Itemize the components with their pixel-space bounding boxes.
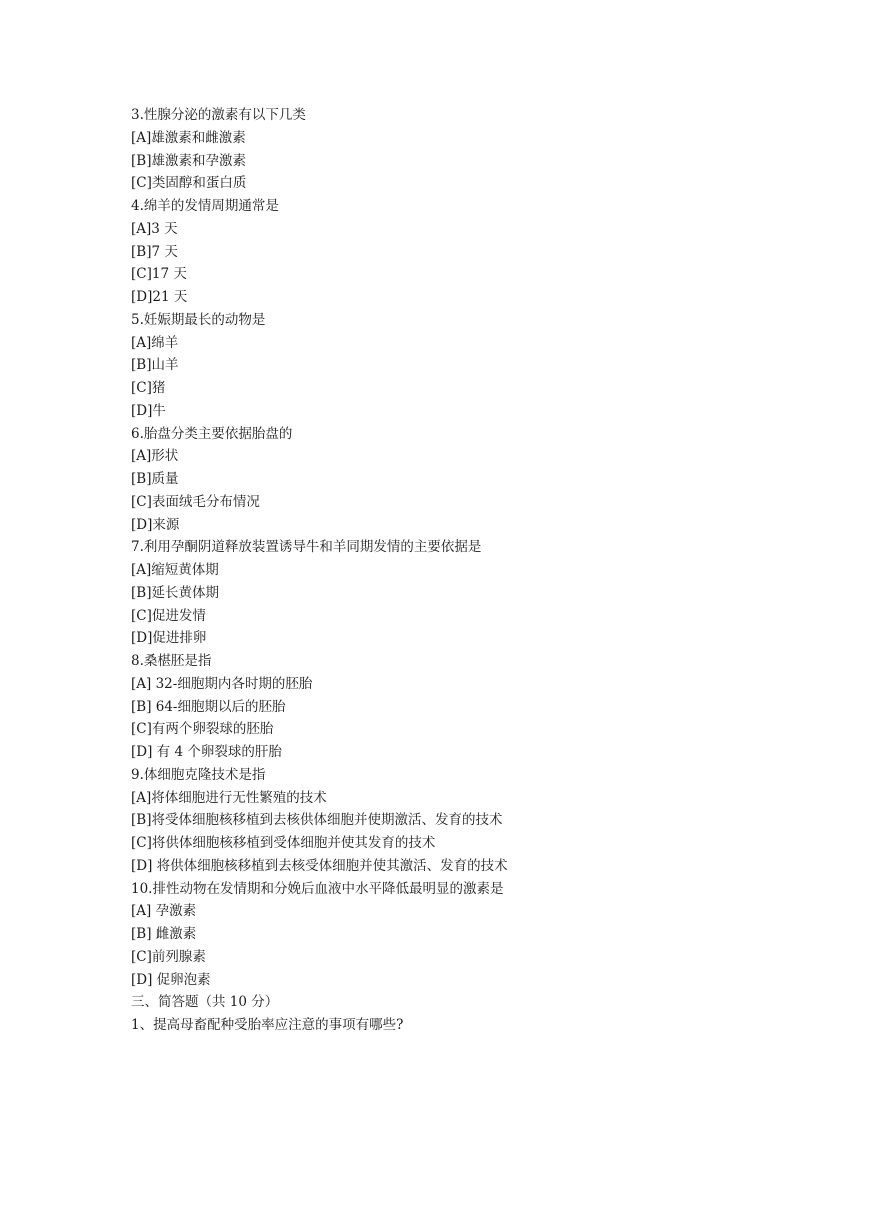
question-10-option-d: [D] 促卵泡素 [131, 971, 211, 988]
question-9-option-a: [A]将体细胞进行无性繁殖的技术 [131, 789, 327, 806]
question-8-option-d: [D] 有 4 个卵裂球的肝胎 [131, 744, 282, 760]
question-7-option-c: [C]促进发情 [131, 607, 206, 624]
question-6-option-d: [D]来源 [131, 516, 180, 533]
question-4-option-b: [B]7 天 [131, 243, 178, 260]
question-7-stem: 7.利用孕酮阴道释放装置诱导牛和羊同期发情的主要依据是 [131, 539, 482, 556]
question-9-stem: 9.体细胞克隆技术是指 [131, 766, 266, 783]
question-5-option-d: [D]牛 [131, 402, 166, 419]
question-4-option-c: [C]17 天 [131, 266, 187, 283]
short-answer-question-1: 1、提高母畜配种受胎率应注意的事项有哪些? [131, 1017, 404, 1033]
question-3-option-b: [B]雄激素和孕激素 [131, 152, 246, 169]
question-8-stem: 8.桑椹胚是指 [131, 653, 212, 669]
question-10-option-a: [A] 孕激素 [131, 903, 197, 920]
question-7-option-b: [B]延长黄体期 [131, 584, 219, 601]
question-9-option-c: [C]将供体细胞核移植到受体细胞并使其发育的技术 [131, 835, 436, 851]
question-9-option-b: [B]将受体细胞核移植到去核供体细胞并使期激活、发育的技术 [131, 812, 503, 829]
question-8-option-b: [B] 64-细胞期以后的胚胎 [131, 698, 286, 715]
question-9-option-d: [D] 将供体细胞核移植到去核受体细胞并使其激活、发育的技术 [131, 857, 508, 874]
question-3-stem: 3.性腺分泌的激素有以下几类 [131, 107, 306, 123]
question-4-option-a: [A]3 天 [131, 220, 178, 237]
question-10-stem: 10.排性动物在发情期和分娩后血液中水平降低最明显的激素是 [131, 880, 504, 897]
document-page [131, 104, 831, 1037]
question-7-option-d: [D]促进排卵 [131, 630, 207, 647]
question-4-stem: 4.绵羊的发情周期通常是 [131, 198, 279, 214]
question-5-stem: 5.妊娠期最长的动物是 [131, 311, 266, 328]
question-5-option-b: [B]山羊 [131, 357, 179, 374]
question-10-option-c: [C]前列腺素 [131, 948, 206, 965]
question-3-option-a: [A]雄激素和雌激素 [131, 129, 246, 146]
question-8-option-a: [A] 32-细胞期内各时期的胚胎 [131, 675, 313, 692]
question-5-option-c: [C]猪 [131, 380, 166, 396]
question-5-option-a: [A]绵羊 [131, 334, 179, 351]
question-6-option-a: [A]形状 [131, 448, 179, 465]
question-6-option-b: [B]质量 [131, 471, 179, 487]
question-6-option-c: [C]表面绒毛分布情况 [131, 493, 260, 510]
question-10-option-b: [B] 雌激素 [131, 926, 197, 942]
question-3-option-c: [C]类固醇和蛋白质 [131, 175, 247, 192]
section-heading-short-answer: 三、简答题（共 10 分） [131, 994, 279, 1011]
question-7-option-a: [A]缩短黄体期 [131, 562, 219, 578]
question-6-stem: 6.胎盘分类主要依据胎盘的 [131, 425, 293, 442]
question-4-option-d: [D]21 天 [131, 289, 188, 305]
question-8-option-c: [C]有两个卵裂球的胚胎 [131, 721, 274, 738]
